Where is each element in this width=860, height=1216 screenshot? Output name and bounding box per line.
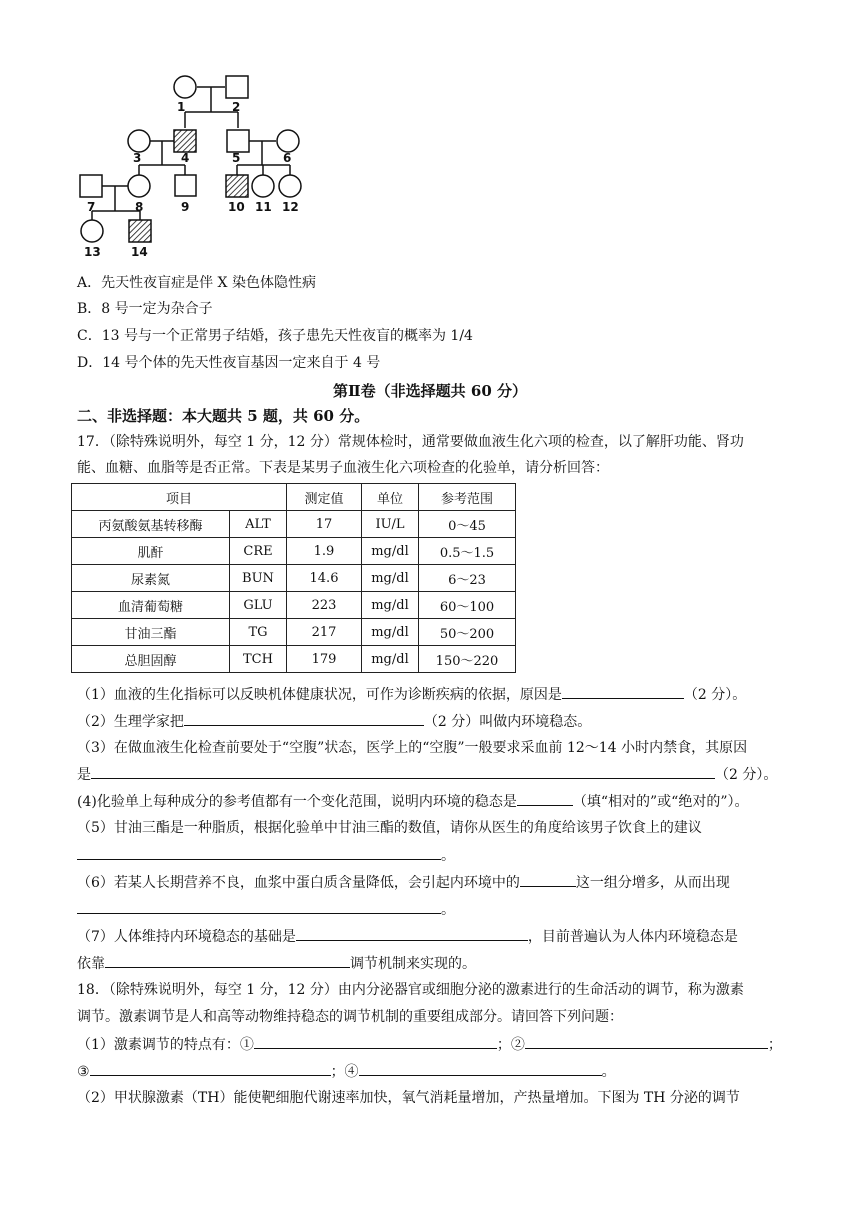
table-cell: 0.5～1.5 <box>419 538 516 565</box>
q18-sub1-end2: 。 <box>601 1064 616 1080</box>
q17-sub4 <box>77 791 748 812</box>
table-cell: 血清葡萄糖 <box>72 592 230 619</box>
q17-sub2-text: （2）生理学家把 <box>77 714 184 730</box>
q17-sub5-end: 。 <box>441 848 455 864</box>
individual-5 <box>227 130 249 152</box>
table-cell: 217 <box>287 619 362 646</box>
q17-sub7-cont <box>77 953 476 974</box>
q17-intro-line2: 能、血糖、血脂等是否正常。下表是某男子血液生化六项检查的化验单，请分析回答： <box>77 460 609 476</box>
table-cell: mg/dl <box>362 538 419 565</box>
pedigree-label: 5 <box>232 151 241 165</box>
q17-sub3: （3）在做血液生化检查前要处于“空腹”状态，医学上的“空腹”一般要求采血前 12～14 小时内禁食，其原因 <box>77 740 748 756</box>
table-cell: 6～23 <box>419 565 516 592</box>
table-cell: 50～200 <box>419 619 516 646</box>
q17-sub4-text: (4)化验单上每种成分的参考值都有一个变化范围，说明内环境的稳态是 <box>77 794 517 810</box>
table-row <box>72 538 516 565</box>
table-cell: 179 <box>287 646 362 673</box>
table-row <box>72 592 516 619</box>
pedigree-label: 6 <box>283 151 292 165</box>
pedigree-label: 1 <box>177 100 186 114</box>
table-header: 单位 <box>362 484 419 511</box>
option-b: B．8 号一定为杂合子 <box>77 301 213 317</box>
pedigree-label: 3 <box>133 151 142 165</box>
table-cell: 尿素氮 <box>72 565 230 592</box>
answer-blank[interactable] <box>90 1061 331 1076</box>
table-header: 参考范围 <box>419 484 516 511</box>
table-cell: 17 <box>287 511 362 538</box>
table-cell: 1.9 <box>287 538 362 565</box>
pedigree-label: 11 <box>255 200 272 214</box>
table-row <box>72 565 516 592</box>
q18-intro-line2: 调节。激素调节是人和高等动物维持稳态的调节机制的重要组成部分。请回答下列问题： <box>77 1009 623 1025</box>
section-title: 第Ⅱ卷（非选择题共 60 分） <box>333 382 527 400</box>
table-cell: BUN <box>230 565 287 592</box>
pedigree-label: 13 <box>84 245 101 259</box>
table-cell: 150～220 <box>419 646 516 673</box>
table-row <box>72 619 516 646</box>
table-header-row <box>72 484 516 511</box>
q18-sub1-cont <box>77 1061 616 1082</box>
individual-9 <box>175 175 196 196</box>
individual-8 <box>128 175 150 197</box>
individual-7 <box>80 175 102 197</box>
table-cell: 丙氨酸氨基转移酶 <box>72 511 230 538</box>
table-header: 项目 <box>72 484 287 511</box>
answer-blank[interactable] <box>184 711 424 726</box>
individual-10 <box>226 175 248 197</box>
q17-sub7 <box>77 926 738 947</box>
pedigree-label: 2 <box>232 100 241 114</box>
option-c: C．13 号与一个正常男子结婚，孩子患先天性夜盲的概率为 1/4 <box>77 328 473 344</box>
q17-sub1 <box>77 684 746 705</box>
q17-sub3-points: （2 分）。 <box>715 767 778 783</box>
q17-sub7-prefix: 依靠 <box>77 956 105 972</box>
table-cell: IU/L <box>362 511 419 538</box>
answer-blank[interactable] <box>517 791 573 806</box>
pedigree-label: 10 <box>228 200 245 214</box>
individual-12 <box>279 175 301 197</box>
pedigree-chart <box>0 0 330 270</box>
table-cell: mg/dl <box>362 565 419 592</box>
answer-blank[interactable] <box>520 872 576 887</box>
option-d: D．14 号个体的先天性夜盲基因一定来自于 4 号 <box>77 355 381 371</box>
table-cell: 肌酐 <box>72 538 230 565</box>
answer-blank[interactable] <box>562 684 684 699</box>
q17-sub5: （5）甘油三酯是一种脂质，根据化验单中甘油三酯的数值，请你从医生的角度给该男子饮食上的建议 <box>77 820 702 836</box>
table-cell: TG <box>230 619 287 646</box>
q18-sub1-sep2: ；④ <box>330 1064 359 1080</box>
table-cell: GLU <box>230 592 287 619</box>
q17-sub5-cont <box>77 845 455 866</box>
answer-blank[interactable] <box>91 764 715 779</box>
q17-sub7-text: （7）人体维持内环境稳态的基础是 <box>77 929 296 945</box>
table-cell: mg/dl <box>362 592 419 619</box>
q17-sub6-mid: 这一组分增多，从而出现 <box>575 875 730 891</box>
q18-sub2: （2）甲状腺激素（TH）能使靶细胞代谢速率加快，氧气消耗量增加，产热量增加。下图为 TH 分泌的调节 <box>77 1090 740 1106</box>
q17-sub2-tail: （2 分）叫做内环境稳态。 <box>423 714 592 730</box>
lab-results-table <box>71 483 516 673</box>
answer-blank[interactable] <box>525 1034 768 1049</box>
q17-sub4-tail: （填“相对的”或“绝对的”）。 <box>572 794 749 810</box>
answer-blank[interactable] <box>77 845 441 860</box>
table-row <box>72 511 516 538</box>
q18-sub1-end: ； <box>767 1037 782 1053</box>
q18-sub1 <box>77 1034 782 1055</box>
table-cell: TCH <box>230 646 287 673</box>
q17-sub6-cont <box>77 899 455 920</box>
q17-sub7-mid: ，目前普遍认为人体内环境稳态是 <box>527 929 738 945</box>
q17-sub6 <box>77 872 730 893</box>
option-a: A．先天性夜盲症是伴 X 染色体隐性病 <box>77 275 316 291</box>
individual-6 <box>277 130 299 152</box>
part-heading: 二、非选择题：本大题共 5 题，共 60 分。 <box>77 407 370 425</box>
table-cell: ALT <box>230 511 287 538</box>
q18-sub1-text: （1）激素调节的特点有：① <box>77 1037 254 1053</box>
table-cell: 223 <box>287 592 362 619</box>
table-cell: mg/dl <box>362 646 419 673</box>
q17-sub1-points: （2 分）。 <box>683 687 747 703</box>
table-cell: 60～100 <box>419 592 516 619</box>
q17-sub1-text: （1）血液的生化指标可以反映机体健康状况，可作为诊断疾病的依据，原因是 <box>77 687 562 703</box>
individual-4 <box>174 130 196 152</box>
individual-3 <box>128 130 150 152</box>
answer-blank[interactable] <box>77 899 441 914</box>
pedigree-label: 9 <box>181 200 190 214</box>
answer-blank[interactable] <box>254 1034 497 1049</box>
pedigree-label: 7 <box>87 200 96 214</box>
table-cell: CRE <box>230 538 287 565</box>
q17-sub2 <box>77 711 591 732</box>
table-cell: 甘油三酯 <box>72 619 230 646</box>
answer-blank[interactable] <box>105 953 350 968</box>
pedigree-label: 12 <box>282 200 299 214</box>
q17-sub7-end: 调节机制来实现的。 <box>350 956 476 972</box>
table-cell: 0～45 <box>419 511 516 538</box>
q17-sub3-cont <box>77 764 777 785</box>
pedigree-label: 4 <box>181 151 190 165</box>
answer-blank[interactable] <box>296 926 528 941</box>
table-cell: mg/dl <box>362 619 419 646</box>
individual-14 <box>129 220 151 242</box>
table-cell: 总胆固醇 <box>72 646 230 673</box>
table-header: 测定值 <box>287 484 362 511</box>
table-cell: 14.6 <box>287 565 362 592</box>
q18-sub1-marker: ③ <box>77 1064 90 1080</box>
individual-11 <box>252 175 274 197</box>
q18-intro-line1: 18．（除特殊说明外，每空 1 分，12 分）由内分泌器官或细胞分泌的激素进行的生命活动的调节，称为激素 <box>77 982 744 998</box>
individual-13 <box>81 220 103 242</box>
individual-2 <box>226 76 248 98</box>
table-row <box>72 646 516 673</box>
q17-sub6-text: （6）若某人长期营养不良，血浆中蛋白质含量降低，会引起内环境中的 <box>77 875 520 891</box>
individual-1 <box>174 76 196 98</box>
q18-sub1-sep: ；② <box>496 1037 525 1053</box>
q17-sub3-prefix: 是 <box>77 767 91 783</box>
pedigree-label: 8 <box>135 200 144 214</box>
pedigree-label: 14 <box>131 245 148 259</box>
answer-blank[interactable] <box>359 1061 602 1076</box>
q17-sub6-end: 。 <box>441 902 455 918</box>
q17-intro-line1: 17．（除特殊说明外，每空 1 分，12 分）常规体检时，通常要做血液生化六项的检查，以了解肝功能、肾功 <box>77 434 744 450</box>
